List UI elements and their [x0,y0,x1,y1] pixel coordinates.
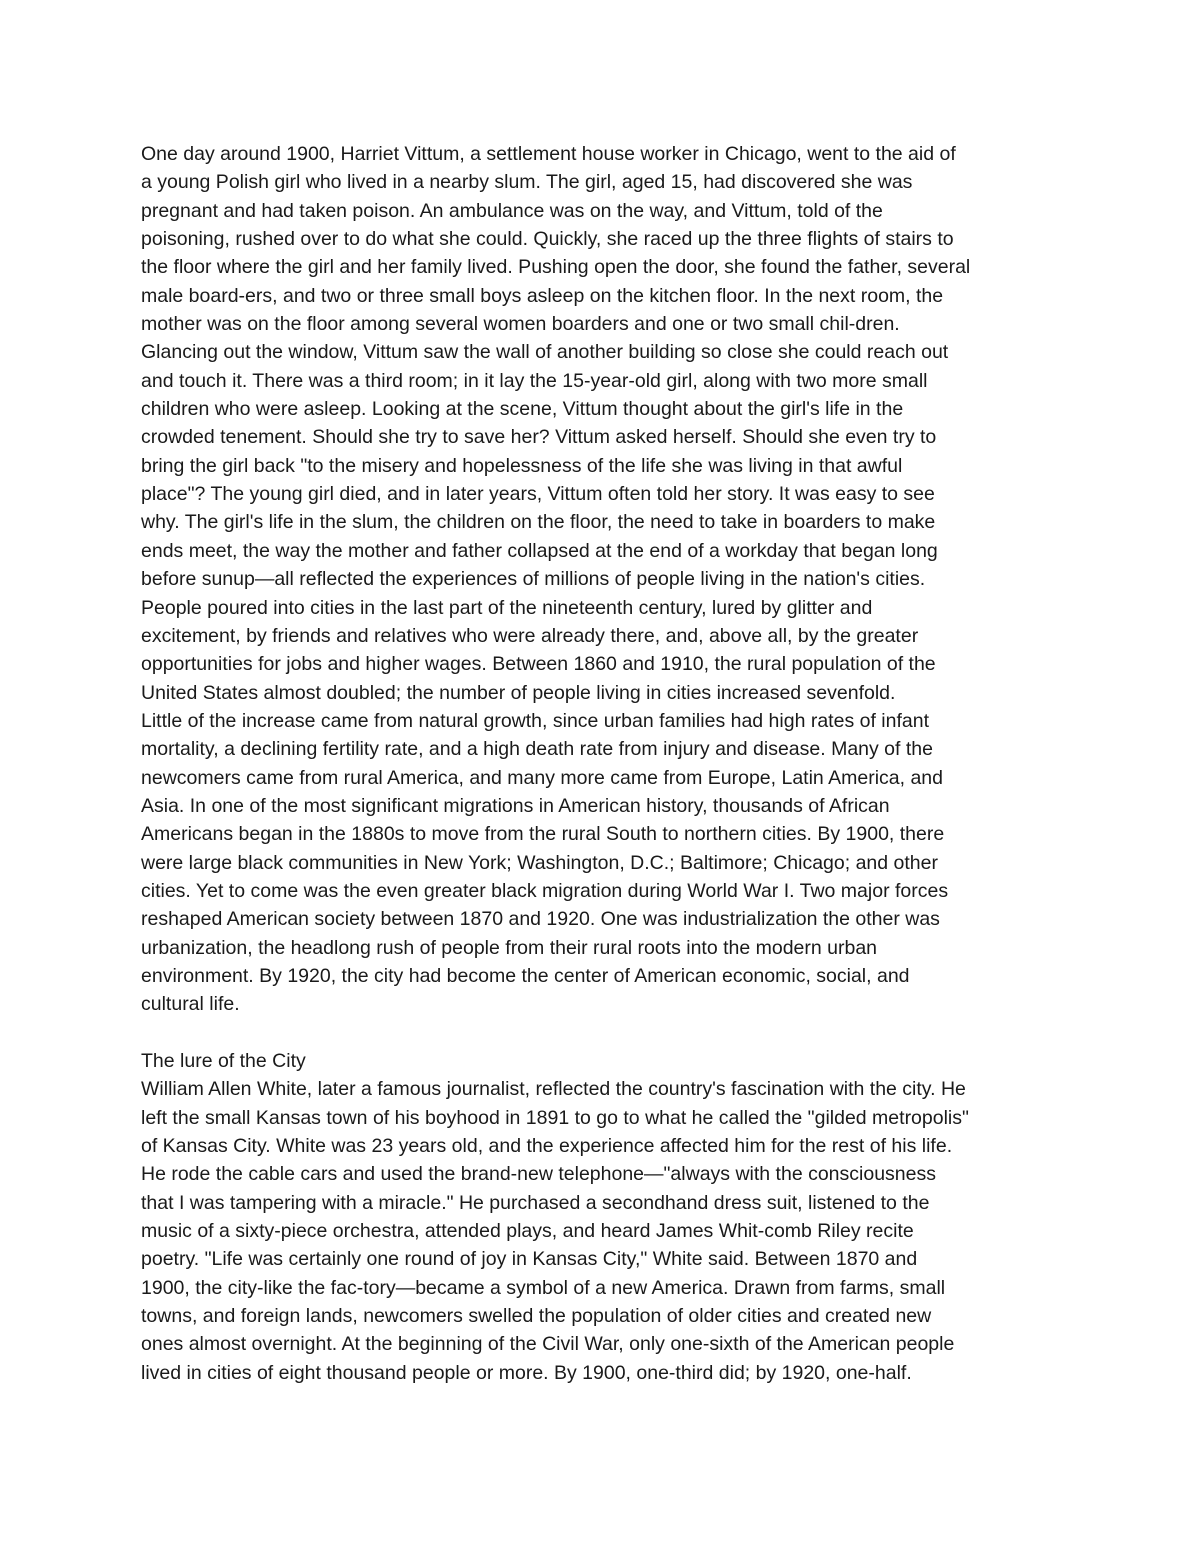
text-line: bring the girl back "to the misery and hopelessness of the life she was living in that awful [141,454,903,477]
text-line: Americans began in the 1880s to move from the rural South to northern cities. By 1900, there [141,823,945,846]
text-line: cultural life. [141,993,240,1016]
text-line: left the small Kansas town of his boyhood in 1891 to go to what he called the "gilded metropolis" [141,1106,969,1129]
text-line: Little of the increase came from natural growth, since urban families had high rates of infant [141,709,929,732]
text-line: before sunup—all reflected the experiences of millions of people living in the nation's cities. [141,568,926,591]
text-line: newcomers came from rural America, and many more came from Europe, Latin America, and [141,766,943,789]
text-line: crowded tenement. Should she try to save her? Vittum asked herself. Should she even try to [141,426,937,449]
text-line: William Allen White, later a famous journalist, reflected the country's fascination with the city. He [141,1078,966,1101]
text-line: United States almost doubled; the number of people living in cities increased sevenfold. [141,681,896,704]
text-line: pregnant and had taken poison. An ambulance was on the way, and Vittum, told of the [141,199,883,222]
text-line: cities. Yet to come was the even greater black migration during World War I. Two major forces [141,879,949,902]
section-heading: The lure of the City [141,1050,306,1072]
text-line: environment. By 1920, the city had become the center of American economic, social, and [141,964,910,987]
text-line: the floor where the girl and her family lived. Pushing open the door, she found the father, several [141,256,971,279]
text-line: children who were asleep. Looking at the scene, Vittum thought about the girl's life in the [141,398,904,421]
text-line: urbanization, the headlong rush of people from their rural roots into the modern urban [141,936,878,959]
text-line: He rode the cable cars and used the brand-new telephone—"always with the consciousness [141,1163,936,1186]
paragraph-2 [141,1075,1081,1387]
text-line: were large black communities in New York; Washington, D.C.; Baltimore; Chicago; and other [141,851,938,874]
text-line: lived in cities of eight thousand people or more. By 1900, one-third did; by 1920, one-half. [141,1361,912,1384]
text-line: that I was tampering with a miracle." He purchased a secondhand dress suit, listened to the [141,1191,930,1214]
text-line: mortality, a declining fertility rate, and a high death rate from injury and disease. Many of the [141,738,933,761]
text-line: 1900, the city-like the fac-tory—became a symbol of a new America. Drawn from farms, small [141,1276,946,1299]
text-line: One day around 1900, Harriet Vittum, a settlement house worker in Chicago, went to the aid of [141,143,956,165]
text-line: ends meet, the way the mother and father collapsed at the end of a workday that began long [141,539,938,562]
text-line: a young Polish girl who lived in a nearby slum. The girl, aged 15, had discovered she was [141,171,913,194]
text-line: music of a sixty-piece orchestra, attended plays, and heard James Whit-comb Riley recite [141,1220,914,1243]
text-line: Glancing out the window, Vittum saw the wall of another building so close she could reach out [141,341,949,364]
text-line: opportunities for jobs and higher wages. Between 1860 and 1910, the rural population of the [141,653,936,676]
text-line: People poured into cities in the last part of the nineteenth century, lured by glitter and [141,596,873,619]
text-line: poisoning, rushed over to do what she could. Quickly, she raced up the three flights of stairs to [141,228,954,251]
text-line: of Kansas City. White was 23 years old, and the experience affected him for the rest of his life. [141,1135,953,1158]
document-body [141,140,1081,1387]
text-line: poetry. "Life was certainly one round of joy in Kansas City," White said. Between 1870 and [141,1248,918,1271]
text-line: excitement, by friends and relatives who were already there, and, above all, by the greater [141,624,919,647]
text-line: reshaped American society between 1870 and 1920. One was industrialization the other was [141,908,940,931]
text-line: towns, and foreign lands, newcomers swelled the population of older cities and created new [141,1305,932,1328]
text-line: place"? The young girl died, and in later years, Vittum often told her story. It was easy to see [141,483,935,506]
text-line: mother was on the floor among several women boarders and one or two small chil-dren. [141,313,900,336]
text-line: and touch it. There was a third room; in it lay the 15-year-old girl, along with two more small [141,369,928,392]
text-line: male board-ers, and two or three small boys asleep on the kitchen floor. In the next room, the [141,284,944,307]
text-line: ones almost overnight. At the beginning of the Civil War, only one-sixth of the American people [141,1333,955,1356]
paragraph-spacer [141,1019,1081,1047]
text-line: why. The girl's life in the slum, the children on the floor, the need to take in boarders to make [141,511,936,534]
paragraph-1 [141,140,1081,1019]
text-line: Asia. In one of the most significant migrations in American history, thousands of African [141,794,890,817]
